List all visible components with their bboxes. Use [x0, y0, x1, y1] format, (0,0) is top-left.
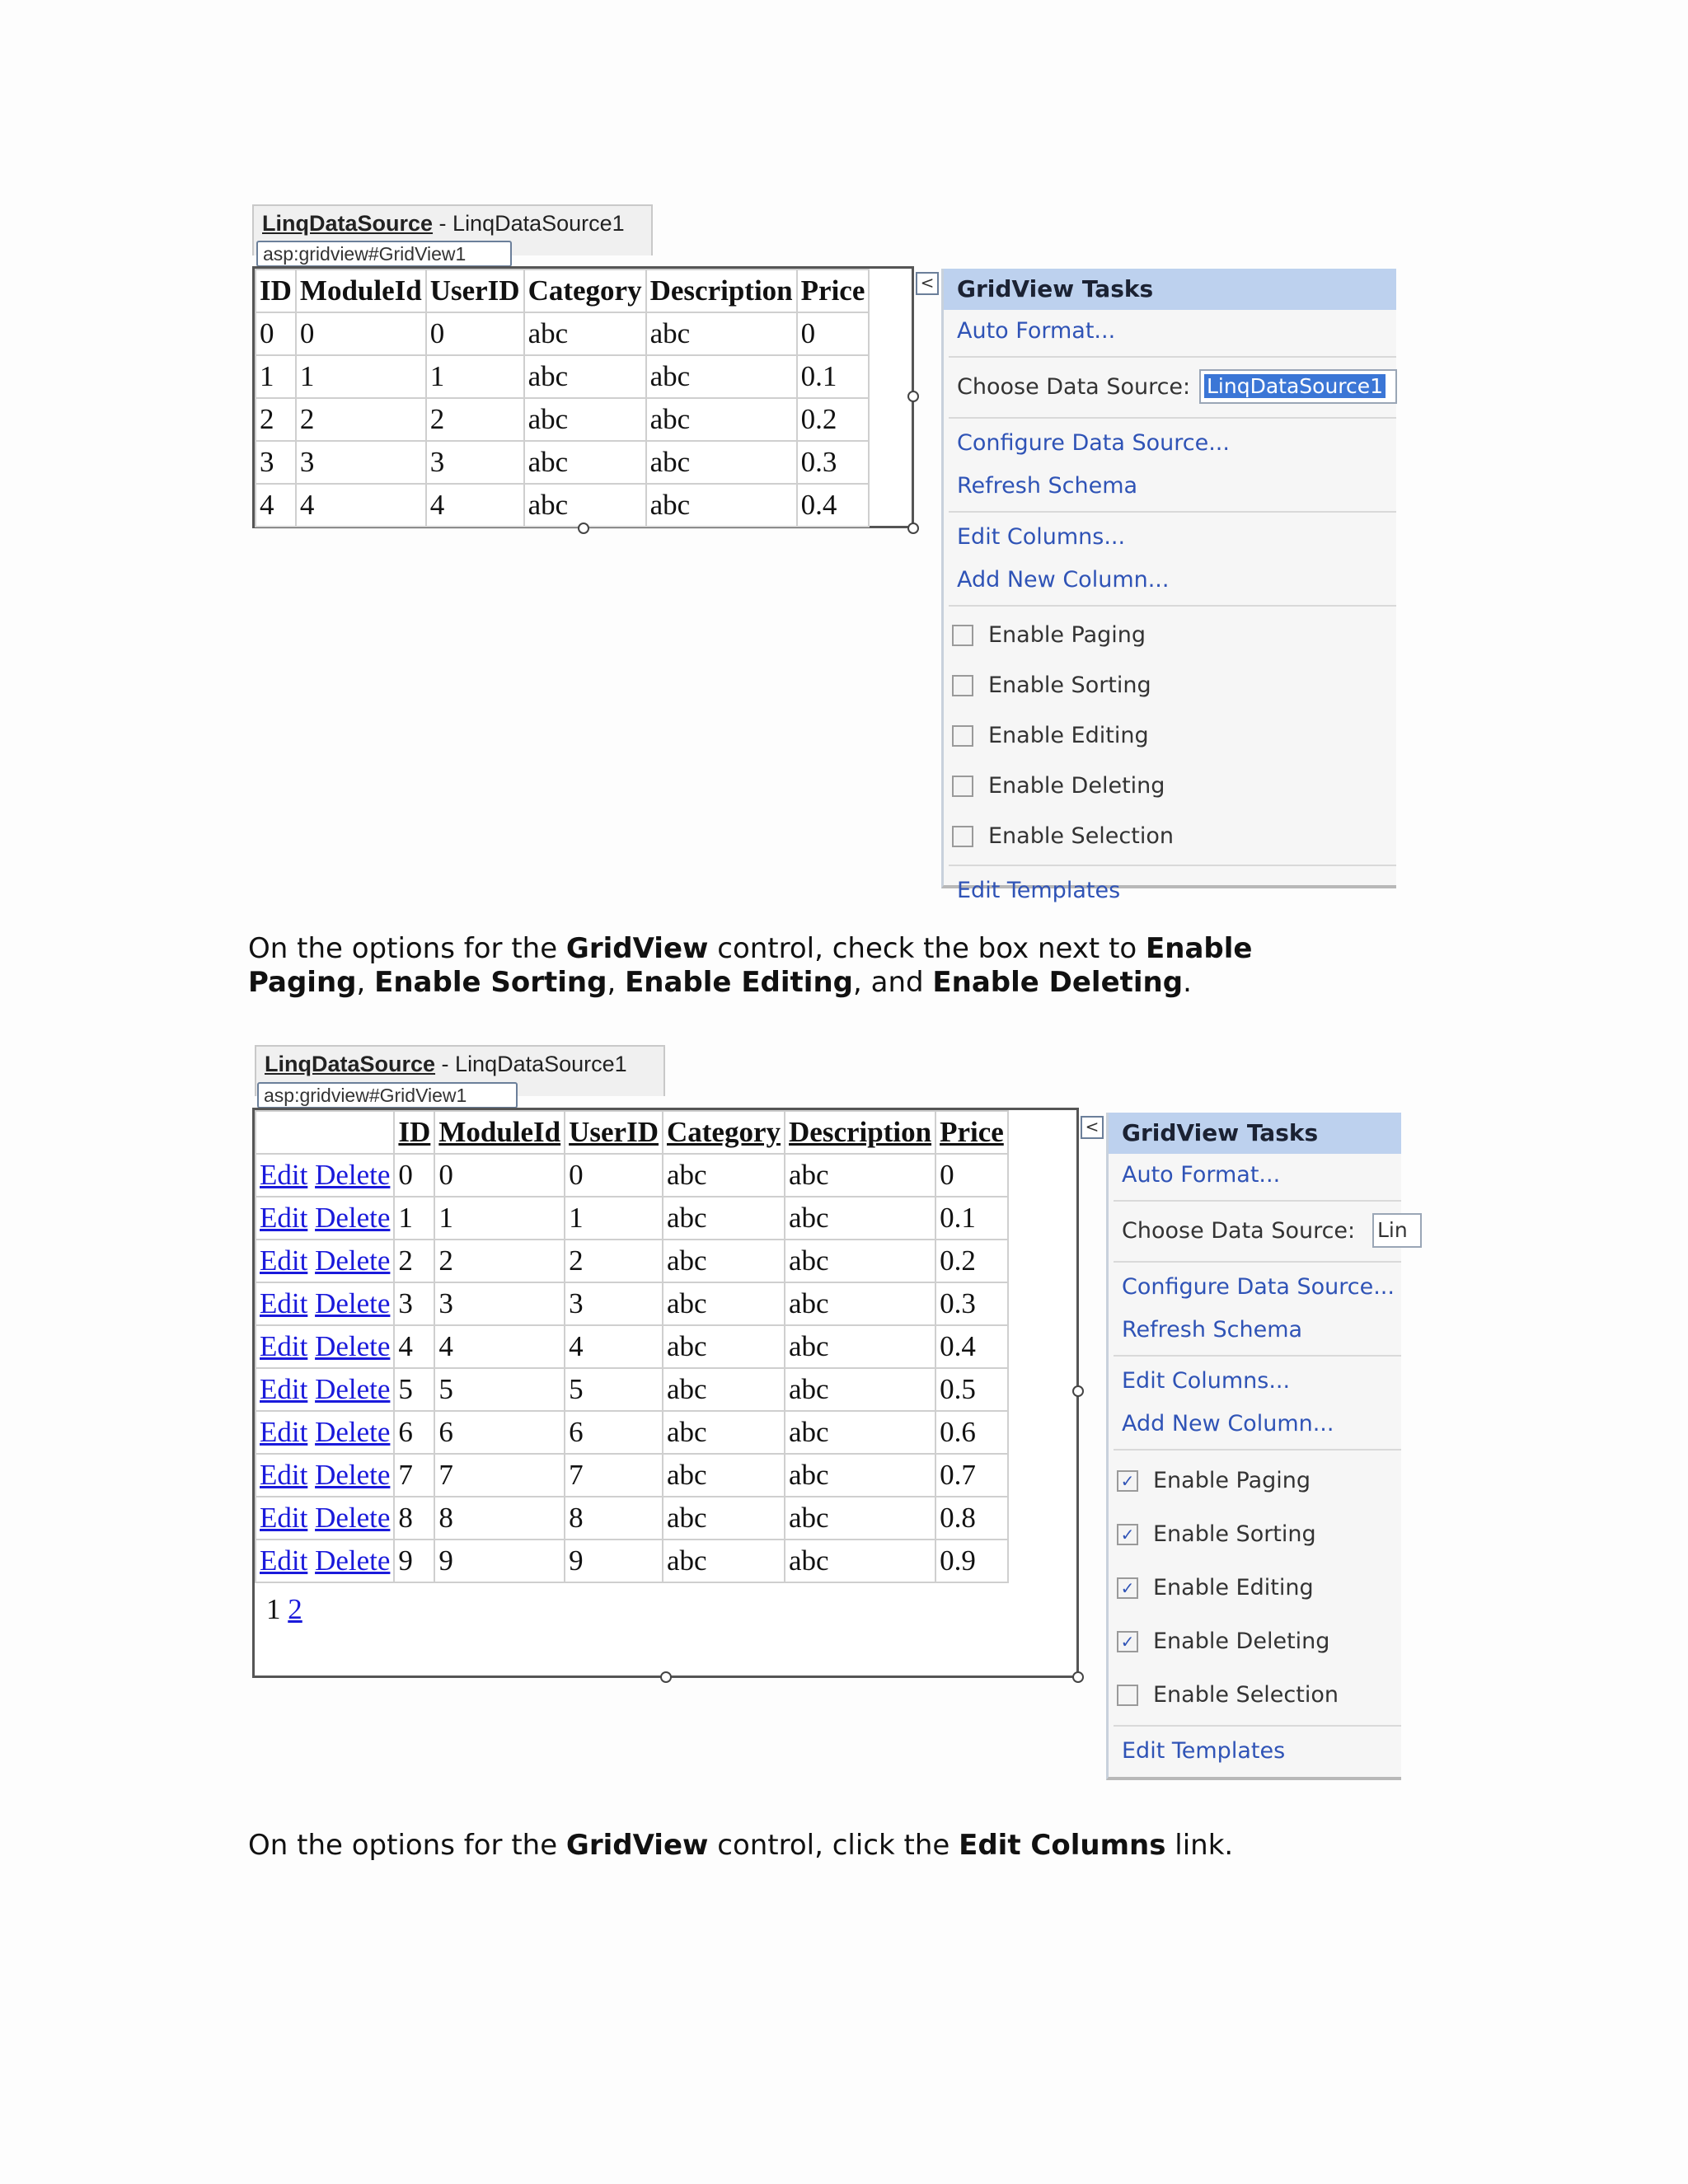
control-tag: [257, 1082, 518, 1108]
divider: [1114, 1449, 1401, 1451]
para-text: control, check the box next to: [708, 932, 1146, 965]
table-cell: 2: [296, 398, 426, 441]
table-cell: abc: [663, 1411, 785, 1454]
checkbox-checked-icon[interactable]: ✓: [1117, 1631, 1138, 1652]
data-source-selected-value: LinqDataSource1: [1204, 374, 1386, 398]
table-cell: abc: [646, 441, 797, 484]
table-row: [256, 355, 869, 398]
column-header: Description: [646, 269, 797, 312]
option-label: Enable Deleting: [1153, 1629, 1330, 1654]
choose-data-source-row: [944, 361, 1396, 414]
table-row: [256, 1497, 1008, 1540]
column-header: UserID: [426, 269, 524, 312]
divider: [1114, 1261, 1401, 1263]
edit-link[interactable]: Edit: [260, 1373, 308, 1405]
table-cell: 1: [565, 1197, 663, 1240]
edit-templates-link[interactable]: Edit Templates: [1122, 1738, 1286, 1764]
table-cell: abc: [663, 1197, 785, 1240]
table-row: [256, 312, 869, 355]
pager: [255, 1583, 1076, 1636]
edit-link[interactable]: Edit: [260, 1459, 308, 1491]
table-cell: abc: [524, 398, 646, 441]
edit-link[interactable]: Edit: [260, 1244, 308, 1277]
refresh-schema-link[interactable]: Refresh Schema: [1122, 1317, 1303, 1343]
divider: [1114, 1355, 1401, 1357]
divider: [949, 865, 1396, 866]
option-label: Enable Sorting: [1153, 1521, 1316, 1547]
para-bold: Enable Paging: [248, 932, 1253, 999]
table-cell: abc: [646, 484, 797, 527]
option-label: Enable Selection: [988, 823, 1174, 849]
table-cell: 4: [426, 484, 524, 527]
table-cell: abc: [785, 1325, 935, 1368]
table-row: [256, 398, 869, 441]
datasource-name: LinqDataSource: [265, 1052, 436, 1076]
table-cell: 4: [565, 1325, 663, 1368]
datasource-id: LinqDataSource1: [452, 211, 625, 236]
option-label: Enable Deleting: [988, 773, 1165, 799]
gridview-tasks-panel: [1106, 1113, 1408, 1780]
table-cell: abc: [663, 1497, 785, 1540]
edit-columns-link[interactable]: Edit Columns...: [957, 524, 1126, 550]
datasource-id: LinqDataSource1: [455, 1052, 627, 1076]
table-cell: 4: [394, 1325, 434, 1368]
table-cell: 8: [434, 1497, 565, 1540]
auto-format-link[interactable]: Auto Format...: [1122, 1162, 1281, 1188]
command-cell: [256, 1454, 394, 1497]
checkbox-unchecked-icon[interactable]: [952, 675, 973, 696]
table-cell: 0: [426, 312, 524, 355]
table-cell: 5: [394, 1368, 434, 1411]
options-list: [944, 610, 1396, 861]
resize-handle-right[interactable]: [1072, 1385, 1084, 1397]
table-cell: 6: [434, 1411, 565, 1454]
table-row: [256, 1411, 1008, 1454]
table-cell: 1: [394, 1197, 434, 1240]
table-cell: abc: [785, 1411, 935, 1454]
resize-handle-corner[interactable]: [1072, 1671, 1084, 1683]
table-cell: 9: [394, 1540, 434, 1582]
table-cell: 3: [296, 441, 426, 484]
edit-link[interactable]: Edit: [260, 1159, 308, 1191]
column-header-sort-link[interactable]: Description: [785, 1111, 935, 1154]
delete-link[interactable]: Delete: [315, 1159, 391, 1191]
option-row[interactable]: [1109, 1507, 1401, 1561]
column-header: ID: [256, 269, 296, 312]
table-row: [256, 441, 869, 484]
table-row: [256, 1154, 1008, 1197]
table-cell: abc: [663, 1325, 785, 1368]
refresh-schema-link[interactable]: Refresh Schema: [957, 473, 1138, 499]
table-cell: 3: [426, 441, 524, 484]
command-cell: [256, 1240, 394, 1282]
grid-table: [255, 1110, 1009, 1583]
option-label: Enable Editing: [988, 723, 1149, 748]
command-cell: [256, 1197, 394, 1240]
table-cell: 0.4: [797, 484, 870, 527]
command-cell: [256, 1411, 394, 1454]
pager-page-link[interactable]: 2: [288, 1593, 302, 1625]
table-cell: 8: [565, 1497, 663, 1540]
table-cell: abc: [524, 312, 646, 355]
table-cell: 0.6: [935, 1411, 1008, 1454]
tasks-title: GridView Tasks: [1109, 1113, 1401, 1154]
resize-handle-bottom[interactable]: [578, 523, 589, 534]
option-label: Enable Paging: [1153, 1468, 1311, 1493]
edit-link[interactable]: Edit: [260, 1502, 308, 1534]
table-cell: 9: [434, 1540, 565, 1582]
table-cell: 6: [394, 1411, 434, 1454]
delete-link[interactable]: Delete: [315, 1416, 391, 1448]
table-cell: 2: [426, 398, 524, 441]
table-cell: 0.2: [797, 398, 870, 441]
data-source-select[interactable]: [1372, 1213, 1422, 1248]
table-row: [256, 1282, 1008, 1325]
smart-tag-collapse-icon[interactable]: <: [916, 272, 939, 295]
table-row: [256, 1240, 1008, 1282]
table-cell: 0.8: [935, 1497, 1008, 1540]
option-row[interactable]: [944, 811, 1396, 861]
divider: [949, 356, 1396, 358]
datasource-separator: -: [435, 1052, 456, 1076]
table-cell: 2: [565, 1240, 663, 1282]
table-cell: 4: [434, 1325, 565, 1368]
delete-link[interactable]: Delete: [315, 1244, 391, 1277]
table-cell: 2: [394, 1240, 434, 1282]
resize-handle-corner[interactable]: [907, 523, 919, 534]
option-row[interactable]: [944, 761, 1396, 811]
table-cell: 8: [394, 1497, 434, 1540]
gridview-tasks-panel: [941, 269, 1396, 903]
checkbox-unchecked-icon[interactable]: [1117, 1685, 1138, 1706]
table-row: [256, 1325, 1008, 1368]
table-cell: 5: [565, 1368, 663, 1411]
divider: [949, 511, 1396, 513]
table-cell: abc: [785, 1154, 935, 1197]
table-cell: 0.9: [935, 1540, 1008, 1582]
para-bold: Enable Editing: [625, 966, 853, 999]
table-cell: abc: [785, 1497, 935, 1540]
para-text: ,: [607, 966, 626, 999]
configure-data-source-link[interactable]: Configure Data Source...: [1122, 1274, 1395, 1300]
table-cell: 0.5: [935, 1368, 1008, 1411]
table-cell: 3: [394, 1282, 434, 1325]
table-cell: abc: [663, 1454, 785, 1497]
command-cell: [256, 1282, 394, 1325]
edit-link[interactable]: Edit: [260, 1544, 308, 1577]
para-bold: GridView: [565, 932, 709, 965]
smart-tag-collapse-icon[interactable]: <: [1081, 1116, 1104, 1139]
table-cell: 6: [565, 1411, 663, 1454]
pager-current-page: 1: [266, 1593, 281, 1625]
para-text: ,: [356, 966, 375, 999]
delete-link[interactable]: Delete: [315, 1287, 391, 1319]
table-cell: 0: [296, 312, 426, 355]
datasource-separator: -: [433, 211, 453, 236]
table-row: [256, 1454, 1008, 1497]
delete-link[interactable]: Delete: [315, 1544, 391, 1577]
option-row[interactable]: [1109, 1454, 1401, 1507]
divider: [1114, 1725, 1401, 1727]
table-cell: 0.1: [935, 1197, 1008, 1240]
table-cell: 0: [935, 1154, 1008, 1197]
table-cell: 4: [256, 484, 296, 527]
instruction-paragraph-1: [248, 932, 1320, 1000]
configure-data-source-link[interactable]: Configure Data Source...: [957, 430, 1230, 456]
edit-link[interactable]: Edit: [260, 1416, 308, 1448]
column-header-sort-link[interactable]: ModuleId: [434, 1111, 565, 1154]
checkbox-checked-icon[interactable]: ✓: [1117, 1470, 1138, 1492]
delete-link[interactable]: Delete: [315, 1330, 391, 1362]
table-cell: 7: [434, 1454, 565, 1497]
column-header: Category: [524, 269, 646, 312]
option-label: Enable Editing: [1153, 1575, 1314, 1601]
table-cell: 1: [434, 1197, 565, 1240]
table-cell: 2: [434, 1240, 565, 1282]
table-cell: 2: [256, 398, 296, 441]
table-cell: abc: [646, 398, 797, 441]
command-cell: [256, 1368, 394, 1411]
table-cell: 0: [394, 1154, 434, 1197]
table-cell: abc: [646, 312, 797, 355]
table-cell: 0: [565, 1154, 663, 1197]
table-cell: abc: [663, 1368, 785, 1411]
control-tag-text: asp:gridview#GridView1: [264, 1085, 467, 1106]
divider: [1114, 1200, 1401, 1202]
column-header-sort-link[interactable]: ID: [394, 1111, 434, 1154]
command-cell: [256, 1154, 394, 1197]
checkbox-unchecked-icon[interactable]: [952, 725, 973, 747]
control-tag: [256, 241, 512, 267]
table-cell: abc: [524, 484, 646, 527]
divider: [949, 417, 1396, 419]
option-row[interactable]: [1109, 1615, 1401, 1668]
command-cell: [256, 1540, 394, 1582]
delete-link[interactable]: Delete: [315, 1373, 391, 1405]
choose-data-source-label: Choose Data Source:: [1122, 1218, 1356, 1244]
para-text: link.: [1165, 1829, 1234, 1862]
table-cell: abc: [663, 1154, 785, 1197]
table-cell: abc: [663, 1282, 785, 1325]
edit-link[interactable]: Edit: [260, 1330, 308, 1362]
divider: [949, 605, 1396, 607]
option-row[interactable]: [944, 660, 1396, 710]
table-cell: abc: [524, 441, 646, 484]
column-header-sort-link[interactable]: Category: [663, 1111, 785, 1154]
para-bold: Enable Deleting: [932, 966, 1184, 999]
table-cell: 0.7: [935, 1454, 1008, 1497]
table-row: [256, 1540, 1008, 1582]
option-row[interactable]: [944, 610, 1396, 660]
table-cell: abc: [785, 1454, 935, 1497]
table-cell: 3: [434, 1282, 565, 1325]
table-cell: 4: [296, 484, 426, 527]
option-row[interactable]: [1109, 1668, 1401, 1722]
delete-link[interactable]: Delete: [315, 1502, 391, 1534]
para-text: , and: [853, 966, 933, 999]
table-cell: 3: [256, 441, 296, 484]
grid-table: [255, 269, 870, 527]
table-cell: abc: [663, 1240, 785, 1282]
table-cell: 1: [296, 355, 426, 398]
table-cell: 0: [797, 312, 870, 355]
choose-data-source-row: [1109, 1205, 1408, 1258]
option-row[interactable]: [944, 710, 1396, 761]
table-cell: 0.2: [935, 1240, 1008, 1282]
option-row[interactable]: [1109, 1561, 1401, 1615]
para-text: control, click the: [708, 1829, 959, 1862]
para-text: .: [1183, 966, 1192, 999]
column-header: ModuleId: [296, 269, 426, 312]
checkbox-unchecked-icon[interactable]: [952, 625, 973, 646]
checkbox-unchecked-icon[interactable]: [952, 776, 973, 797]
data-source-select[interactable]: [1199, 369, 1397, 404]
resize-handle-right[interactable]: [907, 391, 919, 402]
checkbox-unchecked-icon[interactable]: [952, 826, 973, 847]
column-header: Price: [797, 269, 870, 312]
para-text: On the options for the: [248, 932, 566, 965]
table-cell: abc: [785, 1282, 935, 1325]
datasource-name: LinqDataSource: [262, 211, 434, 236]
table-cell: 0.4: [935, 1325, 1008, 1368]
edit-link[interactable]: Edit: [260, 1202, 308, 1234]
instruction-paragraph-2: [248, 1829, 1320, 1863]
checkbox-checked-icon[interactable]: ✓: [1117, 1524, 1138, 1545]
table-cell: 3: [565, 1282, 663, 1325]
add-new-column-link[interactable]: Add New Column...: [1122, 1411, 1334, 1436]
edit-templates-link[interactable]: Edit Templates: [957, 878, 1121, 903]
table-cell: abc: [785, 1368, 935, 1411]
table-row: [256, 1368, 1008, 1411]
table-cell: abc: [785, 1197, 935, 1240]
table-cell: 0.3: [797, 441, 870, 484]
table-cell: 9: [565, 1540, 663, 1582]
para-text: On the options for the: [248, 1829, 566, 1862]
table-cell: 1: [256, 355, 296, 398]
table-cell: 5: [434, 1368, 565, 1411]
delete-link[interactable]: Delete: [315, 1202, 391, 1234]
option-label: Enable Paging: [988, 622, 1146, 648]
table-cell: 7: [394, 1454, 434, 1497]
table-cell: abc: [785, 1540, 935, 1582]
column-header-sort-link[interactable]: UserID: [565, 1111, 663, 1154]
auto-format-link[interactable]: Auto Format...: [957, 318, 1116, 344]
table-cell: 7: [565, 1454, 663, 1497]
table-cell: 0.1: [797, 355, 870, 398]
resize-handle-bottom[interactable]: [660, 1671, 672, 1683]
gridview-1[interactable]: [252, 266, 914, 528]
table-cell: abc: [663, 1540, 785, 1582]
option-label: Enable Selection: [1153, 1682, 1339, 1708]
table-cell: 0: [434, 1154, 565, 1197]
column-header-sort-link[interactable]: Price: [935, 1111, 1008, 1154]
option-label: Enable Sorting: [988, 673, 1151, 698]
table-cell: 1: [426, 355, 524, 398]
command-cell: [256, 1497, 394, 1540]
command-column-header: [256, 1111, 394, 1154]
add-new-column-link[interactable]: Add New Column...: [957, 567, 1170, 593]
edit-columns-link[interactable]: Edit Columns...: [1122, 1368, 1291, 1394]
tasks-title: GridView Tasks: [944, 269, 1396, 310]
control-tag-text: asp:gridview#GridView1: [263, 243, 467, 265]
checkbox-checked-icon[interactable]: ✓: [1117, 1577, 1138, 1599]
choose-data-source-label: Choose Data Source:: [957, 374, 1191, 400]
table-cell: abc: [646, 355, 797, 398]
command-cell: [256, 1325, 394, 1368]
edit-link[interactable]: Edit: [260, 1287, 308, 1319]
table-row: [256, 1197, 1008, 1240]
delete-link[interactable]: Delete: [315, 1459, 391, 1491]
para-bold: Edit Columns: [959, 1829, 1166, 1862]
table-cell: 0: [256, 312, 296, 355]
para-bold: GridView: [565, 1829, 709, 1862]
table-cell: 0.3: [935, 1282, 1008, 1325]
table-cell: abc: [785, 1240, 935, 1282]
options-list: [1109, 1454, 1401, 1722]
gridview-2[interactable]: [252, 1108, 1079, 1678]
table-cell: abc: [524, 355, 646, 398]
para-bold: Enable Sorting: [374, 966, 607, 999]
data-source-selected-value: Lin: [1377, 1218, 1408, 1242]
table-row: [256, 484, 869, 527]
